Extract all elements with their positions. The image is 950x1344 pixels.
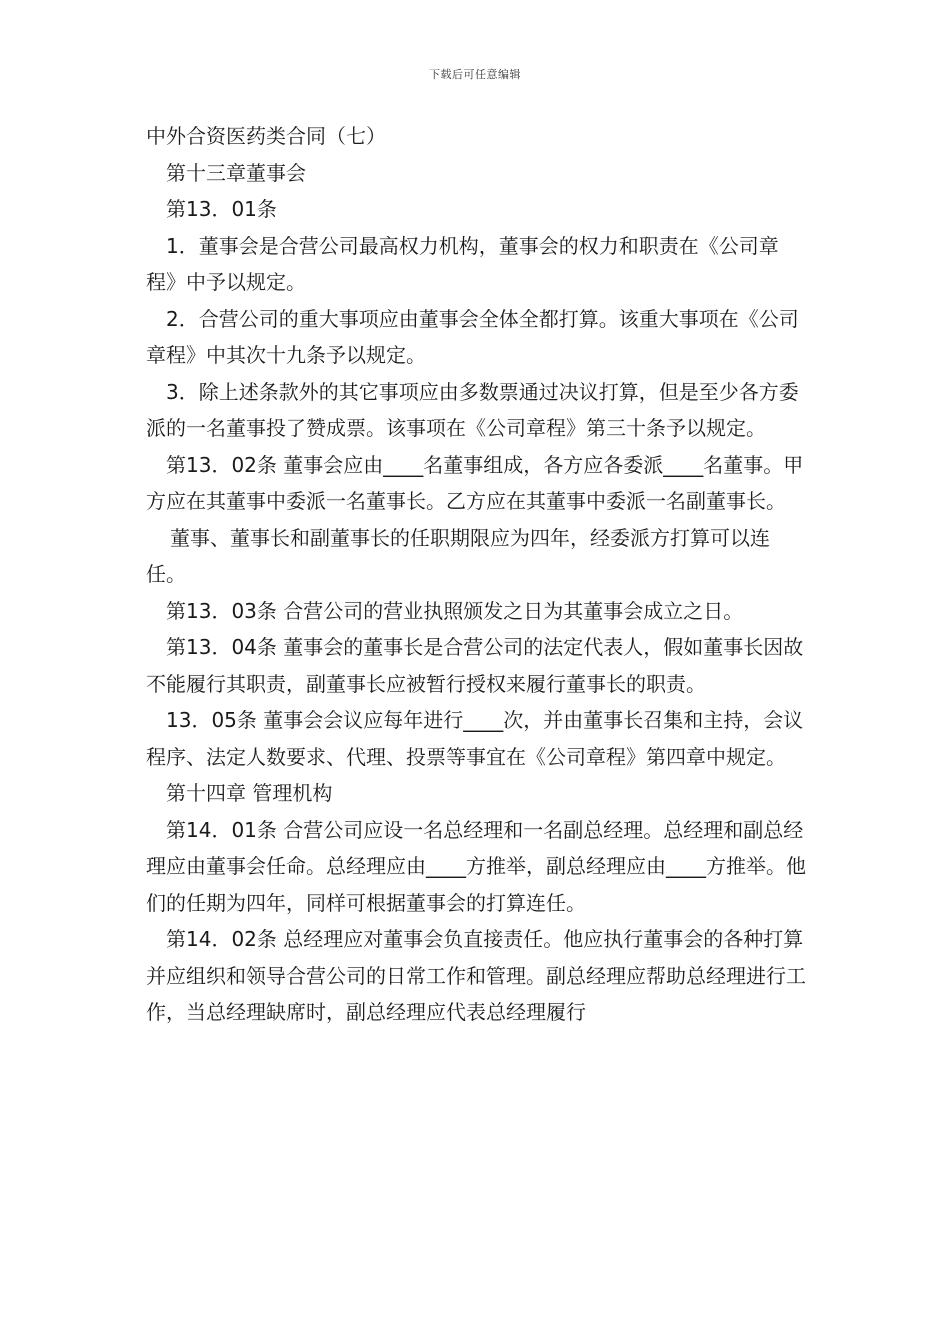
paragraph: 1．董事会是合营公司最高权力机构，董事会的权力和职责在《公司章程》中予以规定。 bbox=[146, 233, 779, 294]
paragraph: 第14．01条 合营公司应设一名总经理和一名副总经理。总经理和副总经理应由董事会任命。总经理应由____方推举，副总经理应由____方推举。他们的任期为四年，同样可根据董事会的打算连任。 bbox=[146, 817, 806, 915]
paragraph: 2．合营公司的重大事项应由董事会全体全都打算。该重大事项在《公司章程》中其次十九条予以规定。 bbox=[146, 306, 799, 367]
chapter-heading: 第十四章 管理机构 bbox=[166, 781, 333, 805]
paragraph: 第13．02条 董事会应由____名董事组成，各方应各委派____名董事。甲方应在其董事中委派一名董事长。乙方应在其董事中委派一名副董事长。 bbox=[146, 452, 804, 513]
document-title: 中外合资医药类合同（七） bbox=[146, 124, 386, 148]
paragraph: 第13．04条 董事会的董事长是合营公司的法定代表人，假如董事长因故不能履行其职责，副董事长应被暂行授权来履行董事长的职责。 bbox=[146, 635, 804, 696]
chapter-heading: 第十三章董事会 bbox=[166, 160, 306, 185]
page-header-note: 下载后可任意编辑 bbox=[429, 68, 521, 81]
paragraph: 董事、董事长和副董事长的任职期限应为四年，经委派方打算可以连任。 bbox=[146, 525, 770, 586]
paragraph: 第13．03条 合营公司的营业执照颁发之日为其董事会成立之日。 bbox=[166, 598, 744, 623]
article-heading: 第13．01条 bbox=[166, 197, 277, 221]
paragraph: 第14．02条 总经理应对董事会负直接责任。他应执行董事会的各种打算并应组织和领导合营公司的日常工作和管理。副总经理应帮助总经理进行工作，当总经理缺席时，副总经理应代表总经理履行 bbox=[146, 927, 806, 1024]
paragraph: 13．05条 董事会会议应每年进行____次，并由董事长召集和主持，会议程序、法定人数要求、代理、投票等事宜在《公司章程》第四章中规定。 bbox=[146, 708, 804, 769]
paragraph: 3．除上述条款外的其它事项应由多数票通过决议打算，但是至少各方委派的一名董事投了赞成票。该事项在《公司章程》第三十条予以规定。 bbox=[146, 379, 799, 440]
document-body bbox=[146, 118, 808, 1031]
